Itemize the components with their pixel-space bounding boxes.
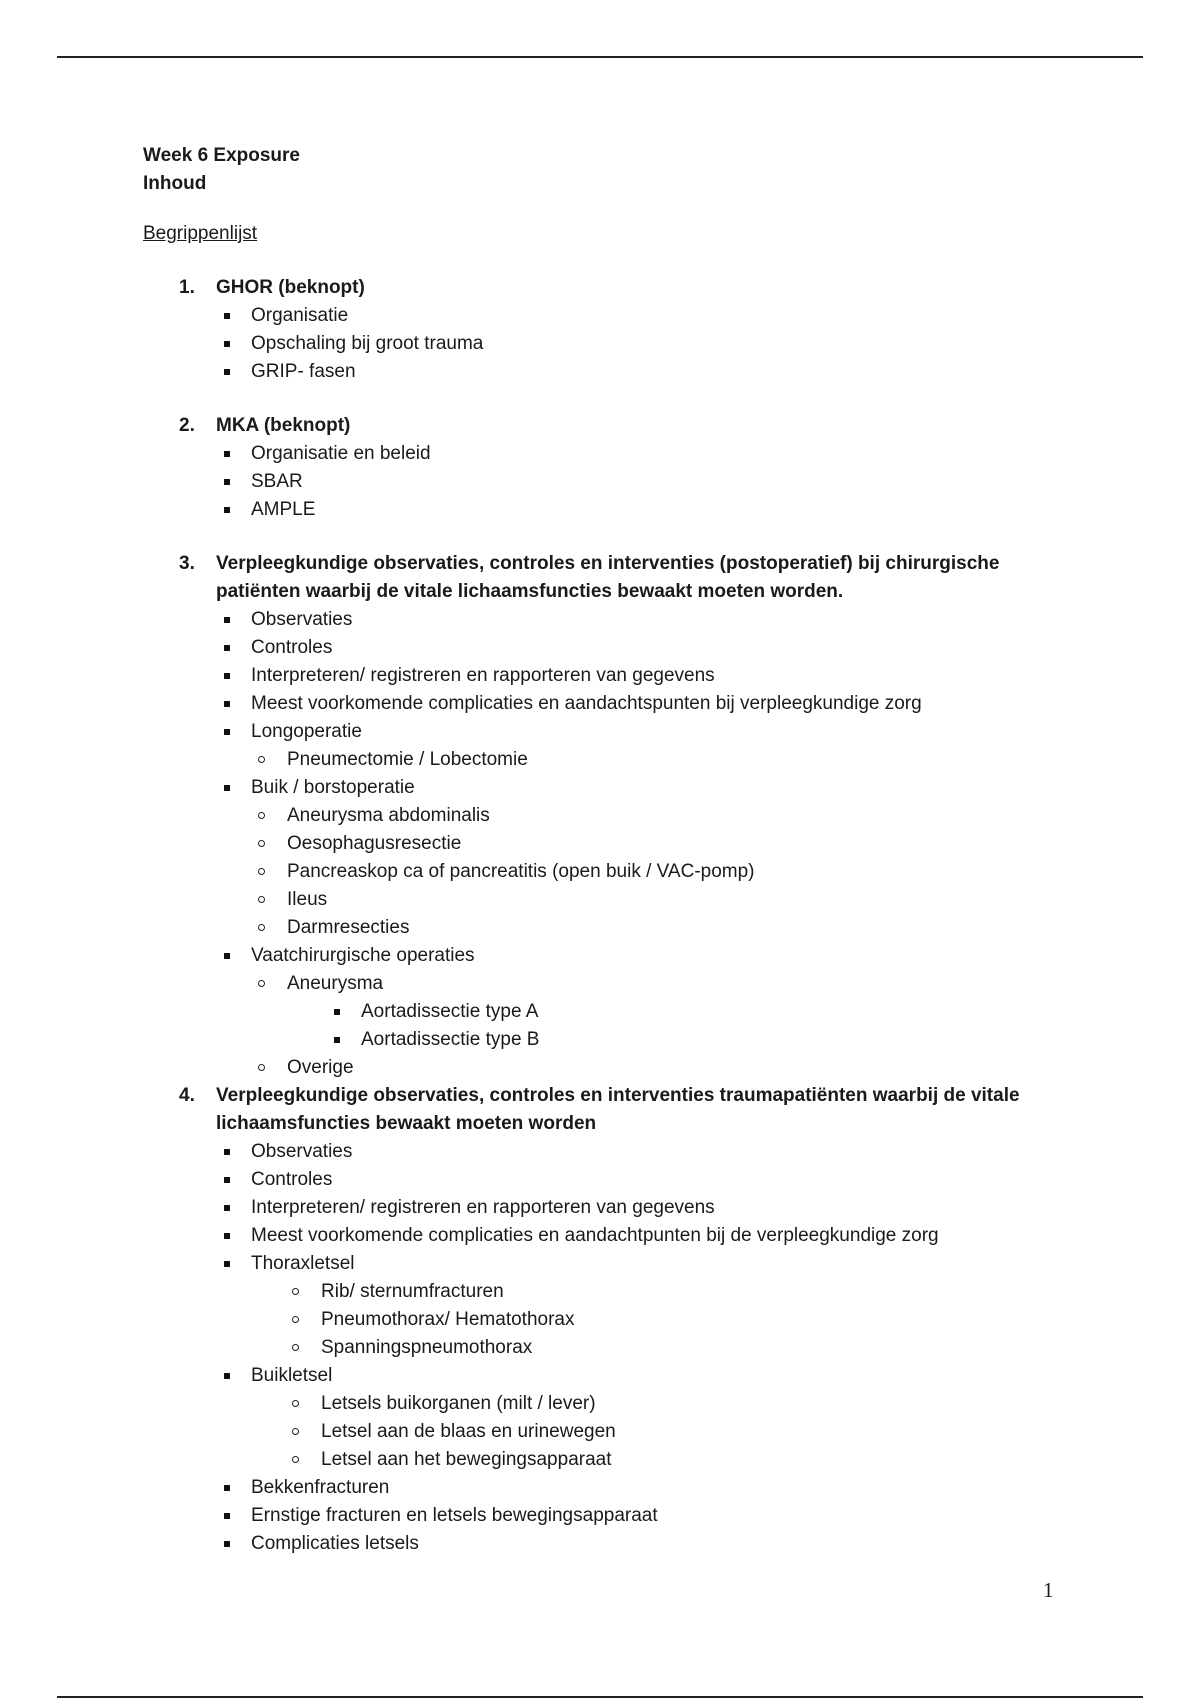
list-subitem: Pneumothorax/ Hematothorax bbox=[143, 1306, 1073, 1334]
list-subitem: Pneumectomie / Lobectomie bbox=[143, 746, 1073, 774]
circle-bullet-icon bbox=[252, 970, 287, 998]
list-subitem: Pancreaskop ca of pancreatitis (open buik / VAC-pomp) bbox=[143, 858, 1073, 886]
circle-bullet-icon bbox=[286, 1390, 321, 1418]
square-bullet-icon bbox=[216, 690, 251, 718]
square-bullet-icon bbox=[326, 998, 361, 1026]
circle-bullet-icon bbox=[286, 1278, 321, 1306]
document-title: Week 6 Exposure bbox=[143, 145, 301, 166]
list-subitem: Rib/ sternumfracturen bbox=[143, 1278, 1073, 1306]
list-subsubitem: Aortadissectie type B bbox=[143, 1026, 1073, 1054]
list-subitem: Letsels buikorganen (milt / lever) bbox=[143, 1390, 1073, 1418]
header-rule bbox=[57, 56, 1143, 58]
list-item: Organisatie en beleid bbox=[143, 440, 1073, 468]
circle-bullet-icon bbox=[252, 830, 287, 858]
circle-bullet-icon bbox=[286, 1446, 321, 1474]
list-subsubitem: Aortadissectie type A bbox=[143, 998, 1073, 1026]
section-number: 3. bbox=[179, 553, 195, 574]
square-bullet-icon bbox=[216, 1222, 251, 1250]
list-subitem: Letsel aan het bewegingsapparaat bbox=[143, 1446, 1073, 1474]
section-title: GHOR (beknopt) bbox=[216, 277, 365, 298]
square-bullet-icon bbox=[216, 302, 251, 330]
section-mka bbox=[143, 412, 1073, 524]
square-bullet-icon bbox=[216, 942, 251, 970]
list-subitem: Aneurysma bbox=[143, 970, 1073, 998]
circle-bullet-icon bbox=[252, 858, 287, 886]
section-ghor bbox=[143, 274, 1073, 386]
section-number: 2. bbox=[179, 415, 195, 436]
square-bullet-icon bbox=[216, 1502, 251, 1530]
section-heading bbox=[143, 550, 1073, 606]
list-item: Ernstige fracturen en letsels bewegingsapparaat bbox=[143, 1502, 1073, 1530]
list-item: Observaties bbox=[143, 606, 1073, 634]
list-subitem: Spanningspneumothorax bbox=[143, 1334, 1073, 1362]
section-number: 4. bbox=[179, 1085, 195, 1106]
square-bullet-icon bbox=[216, 440, 251, 468]
list-item: Bekkenfracturen bbox=[143, 1474, 1073, 1502]
list-item: Vaatchirurgische operaties bbox=[143, 942, 1073, 970]
footer-rule bbox=[57, 1696, 1143, 1698]
list-item: Thoraxletsel bbox=[143, 1250, 1073, 1278]
square-bullet-icon bbox=[216, 718, 251, 746]
list-subitem: Overige bbox=[143, 1054, 1073, 1082]
square-bullet-icon bbox=[216, 1194, 251, 1222]
list-subitem: Darmresecties bbox=[143, 914, 1073, 942]
circle-bullet-icon bbox=[286, 1306, 321, 1334]
list-item: Controles bbox=[143, 634, 1073, 662]
square-bullet-icon bbox=[216, 358, 251, 386]
square-bullet-icon bbox=[216, 1362, 251, 1390]
square-bullet-icon bbox=[216, 662, 251, 690]
square-bullet-icon bbox=[216, 1138, 251, 1166]
circle-bullet-icon bbox=[252, 746, 287, 774]
square-bullet-icon bbox=[216, 606, 251, 634]
list-item: Buik / borstoperatie bbox=[143, 774, 1073, 802]
page-number: 1 bbox=[1043, 1578, 1054, 1602]
section-postoperatief bbox=[143, 550, 1073, 1082]
square-bullet-icon bbox=[216, 1166, 251, 1194]
circle-bullet-icon bbox=[286, 1418, 321, 1446]
section-heading bbox=[143, 1082, 1073, 1138]
square-bullet-icon bbox=[216, 634, 251, 662]
list-item: Opschaling bij groot trauma bbox=[143, 330, 1073, 358]
circle-bullet-icon bbox=[286, 1334, 321, 1362]
circle-bullet-icon bbox=[252, 886, 287, 914]
circle-bullet-icon bbox=[252, 914, 287, 942]
section-trauma bbox=[143, 1082, 1073, 1558]
list-item: Interpreteren/ registreren en rapporteren van gegevens bbox=[143, 662, 1073, 690]
square-bullet-icon bbox=[216, 468, 251, 496]
list-item: SBAR bbox=[143, 468, 1073, 496]
square-bullet-icon bbox=[216, 496, 251, 524]
section-title: Verpleegkundige observaties, controles en interventies traumapatiënten waarbij de vitale lichaamsfuncties bewaakt moeten worden bbox=[216, 1085, 1020, 1134]
list-subitem: Aneurysma abdominalis bbox=[143, 802, 1073, 830]
document-body bbox=[143, 142, 1073, 1558]
list-item: AMPLE bbox=[143, 496, 1073, 524]
square-bullet-icon bbox=[326, 1026, 361, 1054]
square-bullet-icon bbox=[216, 774, 251, 802]
circle-bullet-icon bbox=[252, 802, 287, 830]
list-item: Complicaties letsels bbox=[143, 1530, 1073, 1558]
list-subitem: Ileus bbox=[143, 886, 1073, 914]
list-item: Controles bbox=[143, 1166, 1073, 1194]
square-bullet-icon bbox=[216, 1530, 251, 1558]
list-item: GRIP- fasen bbox=[143, 358, 1073, 386]
list-item: Interpreteren/ registreren en rapporteren van gegevens bbox=[143, 1194, 1073, 1222]
list-item: Observaties bbox=[143, 1138, 1073, 1166]
section-heading bbox=[143, 412, 1073, 440]
circle-bullet-icon bbox=[252, 1054, 287, 1082]
list-item: Meest voorkomende complicaties en aandachtpunten bij de verpleegkundige zorg bbox=[143, 1222, 1073, 1250]
list-item: Buikletsel bbox=[143, 1362, 1073, 1390]
square-bullet-icon bbox=[216, 1250, 251, 1278]
list-item: Meest voorkomende complicaties en aandachtspunten bij verpleegkundige zorg bbox=[143, 690, 1073, 718]
toc-heading: Inhoud bbox=[143, 173, 207, 194]
toc-link-begrippenlijst[interactable]: Begrippenlijst bbox=[143, 223, 258, 244]
list-subitem: Letsel aan de blaas en urinewegen bbox=[143, 1418, 1073, 1446]
square-bullet-icon bbox=[216, 330, 251, 358]
list-item: Organisatie bbox=[143, 302, 1073, 330]
section-heading bbox=[143, 274, 1073, 302]
list-subitem: Oesophagusresectie bbox=[143, 830, 1073, 858]
section-title: Verpleegkundige observaties, controles en interventies (postoperatief) bij chirurgische patiënten waarbij de vitale lichaamsfuncties bewaakt moeten worden. bbox=[216, 553, 1000, 602]
square-bullet-icon bbox=[216, 1474, 251, 1502]
section-number: 1. bbox=[179, 277, 195, 298]
section-title: MKA (beknopt) bbox=[216, 415, 351, 436]
list-item: Longoperatie bbox=[143, 718, 1073, 746]
